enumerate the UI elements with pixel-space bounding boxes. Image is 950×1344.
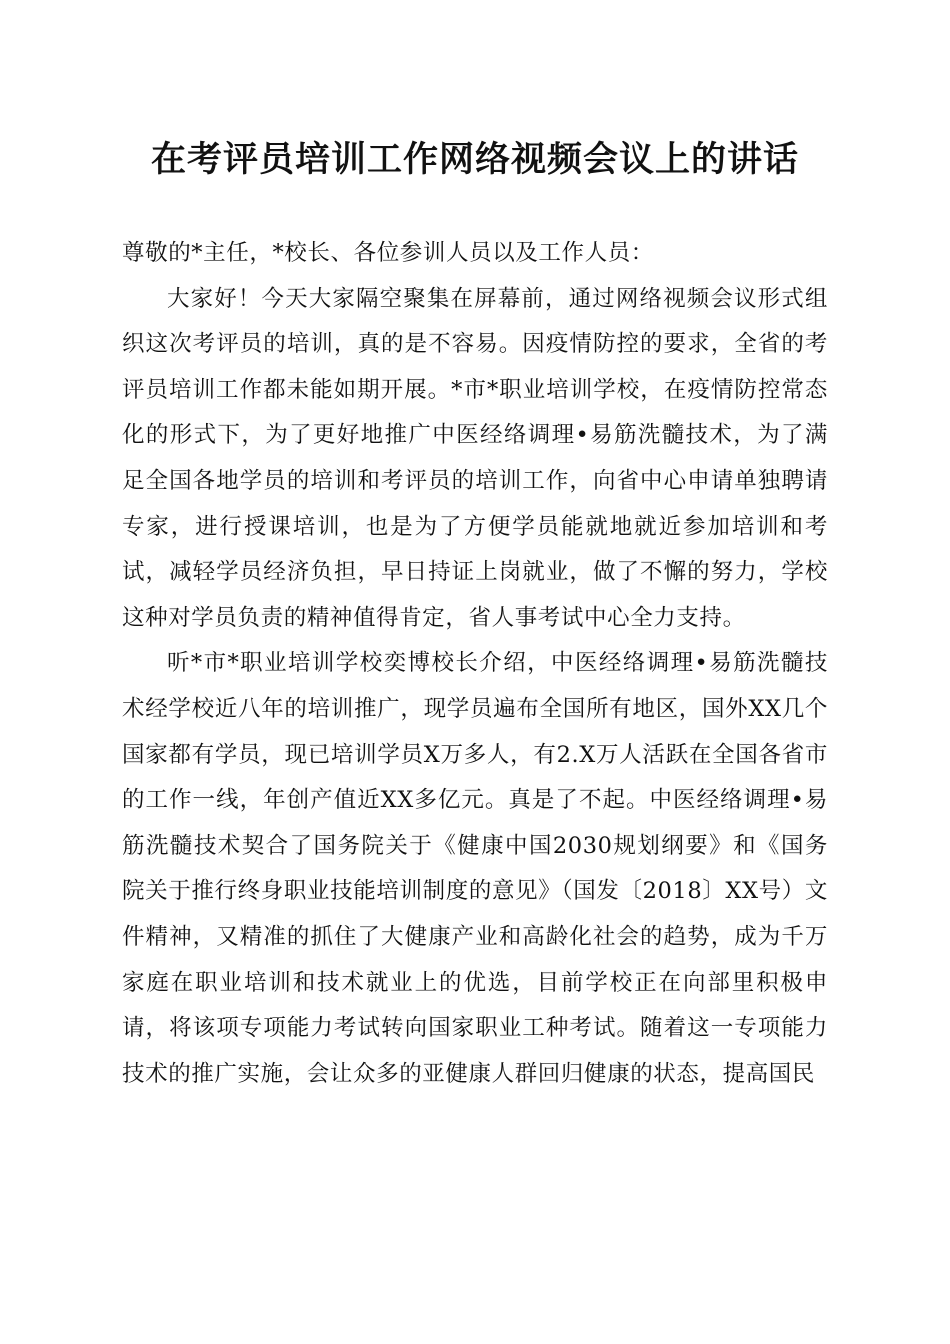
paragraph-2: 听*市*职业培训学校奕博校长介绍，中医经络调理•易筋洗髓技术经学校近八年的培训推广，现学员遍布全国所有地区，国外XX几个国家都有学员，现已培训学员X万多人，有2.X万人活跃在全国各省市的工作一线，年创产值近XX多亿元。真是了不起。中医经络调理•易筋洗髓技术契合了国务院关于《健康中国2030规划纲要》和《国务院关于推行终身职业技能培训制度的意见》（国发〔2018〕XX号）文件精神，又精准的抓住了大健康产业和高龄化社会的趋势，成为千万家庭在职业培训和技术就业上的优选，目前学校正在向部里积极申请，将该项专项能力考试转向国家职业工种考试。随着这一专项能力技术的推广实施，会让众多的亚健康人群回归健康的状态，提高国民 [122, 650, 828, 1087]
document-body [122, 231, 828, 1097]
document-title: 在考评员培训工作网络视频会议上的讲话 [150, 139, 799, 180]
salutation: 尊敬的*主任，*校长、各位参训人员以及工作人员： [122, 240, 654, 266]
paragraph-1: 大家好！今天大家隔空聚集在屏幕前，通过网络视频会议形式组织这次考评员的培训，真的是不容易。因疫情防控的要求，全省的考评员培训工作都未能如期开展。*市*职业培训学校，在疫情防控常态化的形式下，为了更好地推广中医经络调理•易筋洗髓技术，为了满足全国各地学员的培训和考评员的培训工作，向省中心申请单独聘请专家，进行授课培训，也是为了方便学员能就地就近参加培训和考试，减轻学员经济负担，早日持证上岗就业，做了不懈的努力，学校这种对学员负责的精神值得肯定，省人事考试中心全力支持。 [122, 285, 828, 631]
